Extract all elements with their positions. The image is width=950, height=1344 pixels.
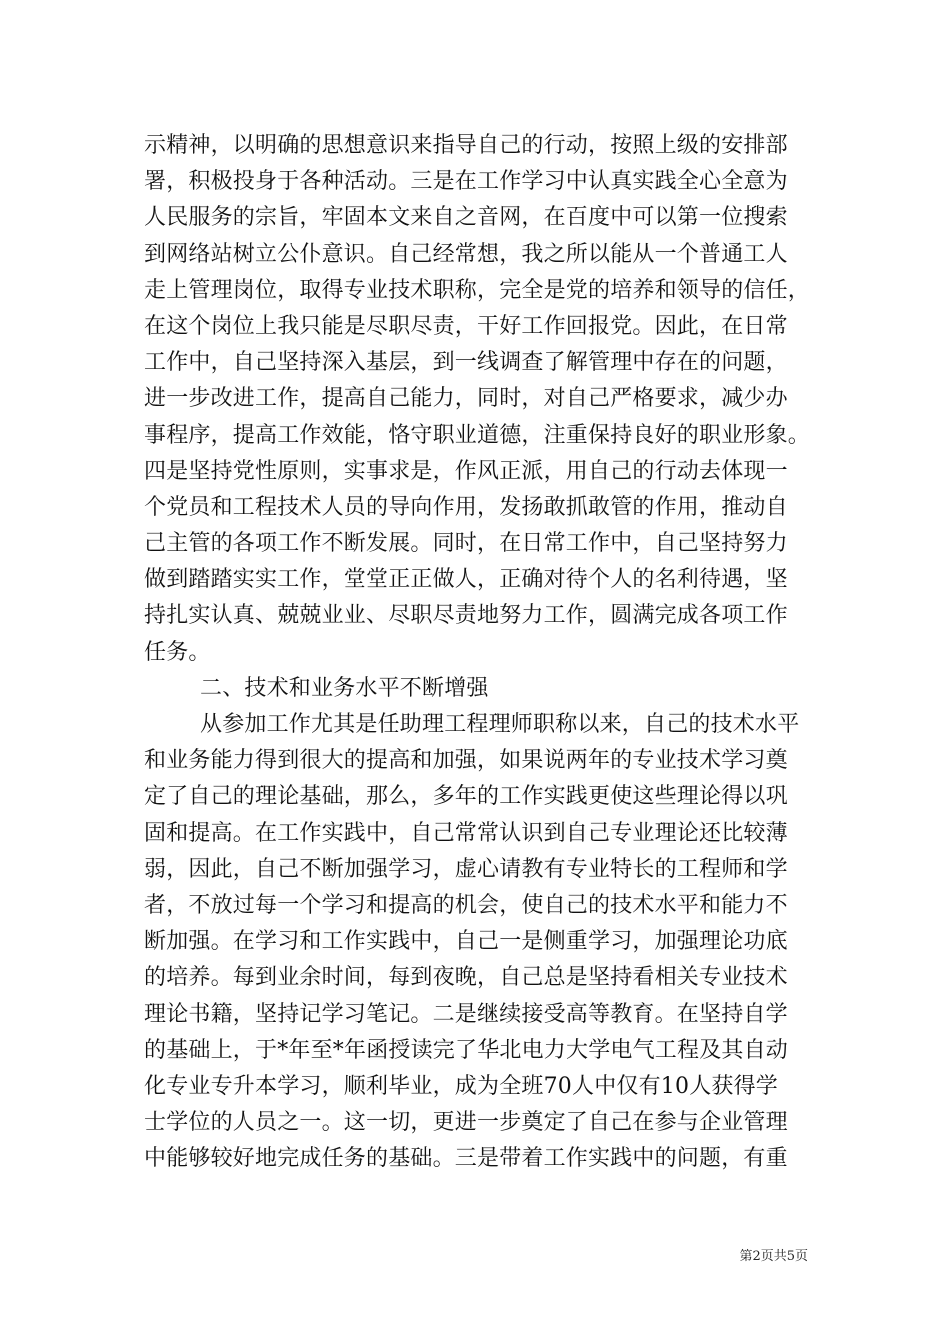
text-line: 二、技术和业务水平不断增强: [200, 675, 489, 701]
text-line: 做到踏踏实实工作，堂堂正正做人，正确对待个人的名利待遇，坚: [144, 567, 788, 593]
text-line: 从参加工作尤其是任助理工程理师职称以来，自己的技术水平: [200, 712, 800, 737]
text-line: 人民服务的宗旨，牢固本文来自之音网，在百度中可以第一位搜索: [144, 205, 788, 231]
text-line: 己主管的各项工作不断发展。同时，在日常工作中，自己坚持努力: [144, 531, 788, 557]
text-line: 中能够较好地完成任务的基础。三是带着工作实践中的问题，有重: [144, 1146, 788, 1172]
text-line: 四是坚持党性原则，实事求是，作风正派，用自己的行动去体现一: [144, 458, 788, 484]
text-line: 定了自己的理论基础，那么，多年的工作实践更使这些理论得以巩: [144, 784, 788, 810]
text-line: 和业务能力得到很大的提高和加强，如果说两年的专业技术学习奠: [144, 748, 788, 774]
text-line: 持扎实认真、兢兢业业、尽职尽责地努力工作，圆满完成各项工作: [144, 603, 788, 629]
text-line: 到网络站树立公仆意识。自己经常想，我之所以能从一个普通工人: [144, 241, 788, 267]
text-line: 工作中，自己坚持深入基层，到一线调查了解管理中存在的问题，: [144, 350, 788, 376]
text-line: 的培养。每到业余时间，每到夜晚，自己总是坚持看相关专业技术: [144, 965, 788, 991]
text-line: 士学位的人员之一。这一切，更进一步奠定了自己在参与企业管理: [144, 1110, 788, 1136]
text-line: 走上管理岗位，取得专业技术职称，完全是党的培养和领导的信任，: [144, 277, 811, 303]
text-line: 断加强。在学习和工作实践中，自己一是侧重学习，加强理论功底: [144, 929, 788, 955]
document-body: [144, 128, 814, 1177]
text-line: 事程序，提高工作效能，恪守职业道德，注重保持良好的职业形象。: [144, 422, 811, 448]
text-line: 进一步改进工作，提高自己能力，同时，对自己严格要求，减少办: [144, 386, 788, 412]
text-line: 者，不放过每一个学习和提高的机会，使自己的技术水平和能力不: [144, 892, 788, 918]
text-line: 个党员和工程技术人员的导向作用，发扬敢抓敢管的作用，推动自: [144, 494, 788, 520]
text-line: 固和提高。在工作实践中，自己常常认识到自己专业理论还比较薄: [144, 820, 788, 846]
text-line: 示精神，以明确的思想意识来指导自己的行动，按照上级的安排部: [144, 133, 788, 158]
text-line: 弱，因此，自己不断加强学习，虚心请教有专业特长的工程师和学: [144, 856, 788, 882]
text-line: 署，积极投身于各种活动。三是在工作学习中认真实践全心全意为: [144, 169, 788, 195]
text-line: 任务。: [144, 639, 211, 665]
text-line: 化专业专升本学习，顺利毕业，成为全班70人中仅有10人获得学: [144, 1073, 778, 1099]
text-line: 理论书籍，坚持记学习笔记。二是继续接受高等教育。在坚持自学: [144, 1001, 788, 1027]
text-line: 的基础上，于*年至*年函授读完了华北电力大学电气工程及其自动: [144, 1037, 789, 1063]
page-number: 第2页共5页: [739, 1249, 808, 1264]
text-line: 在这个岗位上我只能是尽职尽责，干好工作回报党。因此，在日常: [144, 313, 788, 339]
